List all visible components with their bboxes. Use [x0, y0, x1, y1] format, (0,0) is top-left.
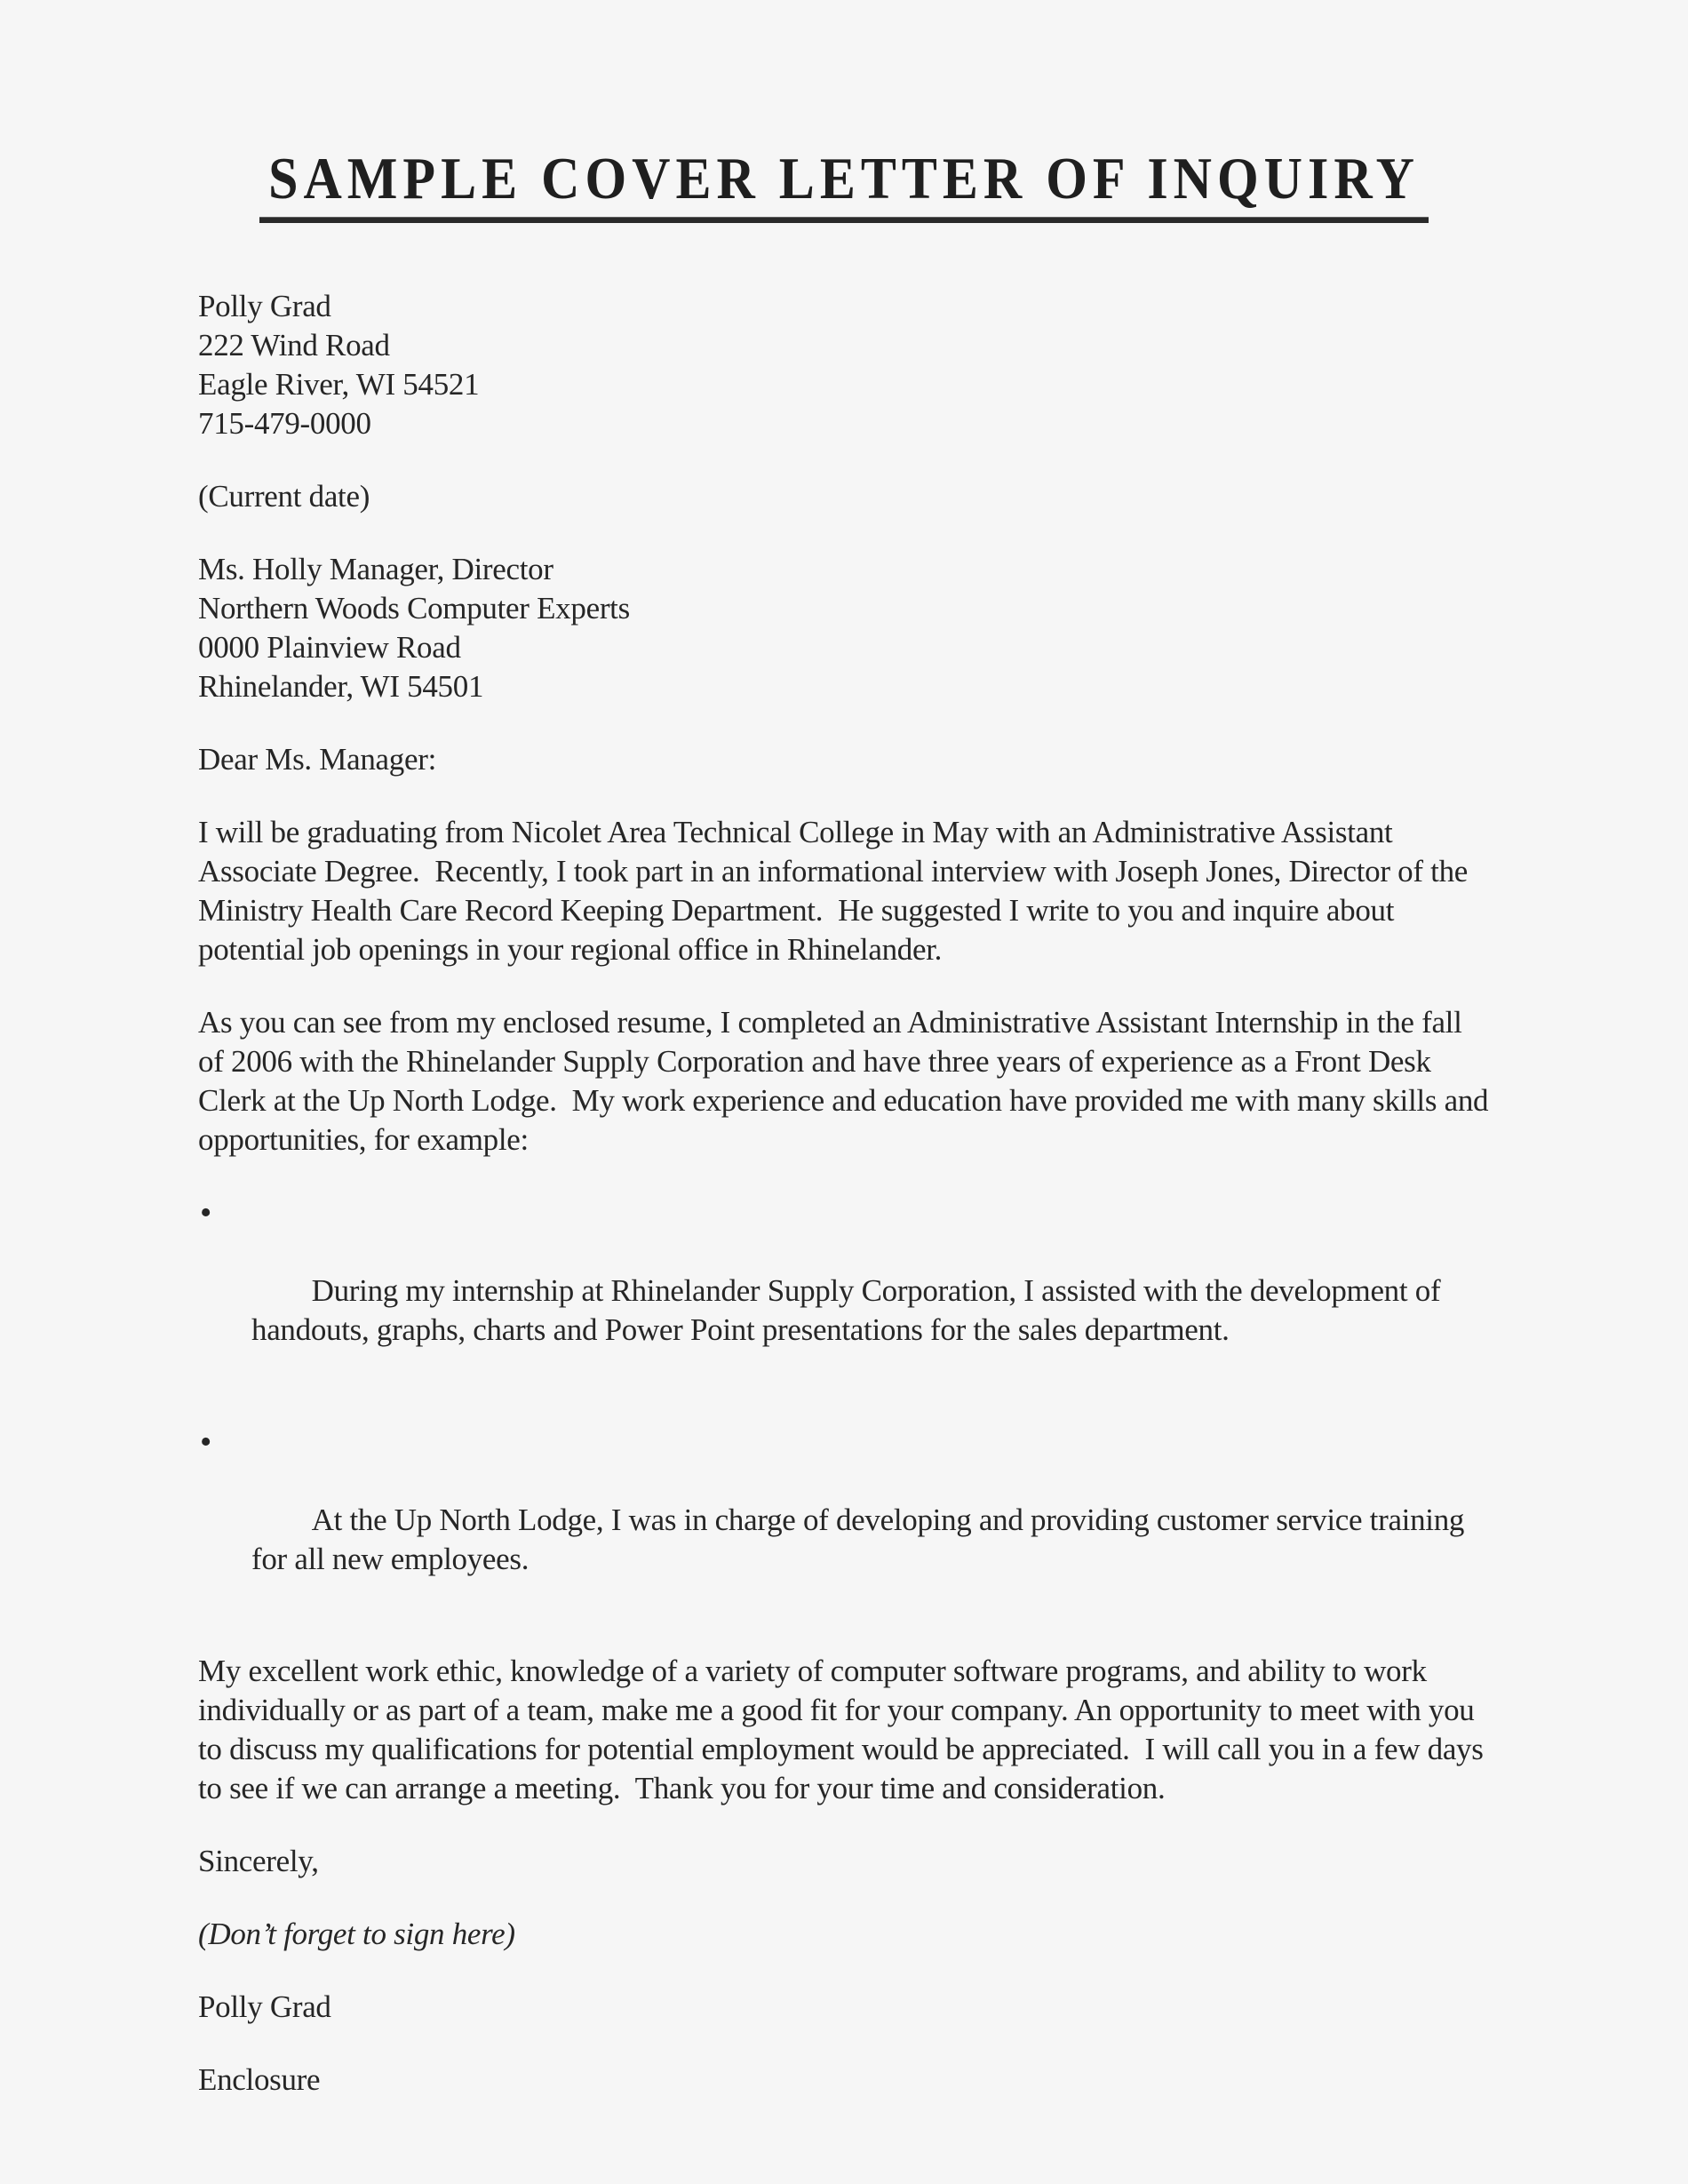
sender-street: 222 Wind Road — [198, 328, 390, 363]
paragraph-closing: My excellent work ethic, knowledge of a variety of computer software programs, and ability to work individually or as part of a team, make me a good fit for your company. An opportunity to meet with you to discuss my qualifications for potential employment would be appreciated. I will call you in a few days to see if we can arrange a meeting. Thank you for your time and consideration. — [198, 1654, 1492, 1805]
bullet-icon: • — [200, 1423, 212, 1461]
sender-city-state-zip: Eagle River, WI 54521 — [198, 367, 480, 402]
paragraph-experience: As you can see from my enclosed resume, I completed an Administrative Assistant Internship in the fall of 2006 with the Rhinelander Supply Corporation and have three years of experience as a Front Desk Clerk at the Up North Lodge. My work experience and education have provided me with many skills and opportunities, for example: — [198, 1005, 1496, 1157]
letter-body — [198, 287, 1496, 2100]
letter-title — [0, 0, 1688, 223]
bullet-item-internship — [198, 1193, 1491, 1389]
letter-title-text: SAMPLE COVER LETTER OF INQUIRY — [259, 148, 1429, 223]
sender-name: Polly Grad — [198, 289, 331, 323]
salutation: Dear Ms. Manager: — [198, 742, 436, 777]
recipient-name-title: Ms. Holly Manager, Director — [198, 552, 553, 586]
recipient-street: 0000 Plainview Road — [198, 630, 461, 665]
date-line: (Current date) — [198, 479, 370, 514]
recipient-city-state-zip: Rhinelander, WI 54501 — [198, 669, 484, 704]
signature-name: Polly Grad — [198, 1989, 331, 2024]
bullet-text: At the Up North Lodge, I was in charge of developing and providing customer service training for all new employees. — [251, 1502, 1472, 1576]
bullet-item-lodge — [198, 1423, 1491, 1618]
signature-note: (Don’t forget to sign here) — [198, 1917, 515, 1951]
signoff: Sincerely, — [198, 1844, 319, 1878]
recipient-company: Northern Woods Computer Experts — [198, 591, 630, 626]
bullet-text: During my internship at Rhinelander Supply Corporation, I assisted with the development of handouts, graphs, charts and Power Point presentations for the sales department. — [251, 1273, 1448, 1347]
bullet-list — [198, 1193, 1491, 1618]
paragraph-introduction: I will be graduating from Nicolet Area Technical College in May with an Administrative Assistant Associate Degree. Recently, I took part in an informational interview with Joseph Jones, Director of the Ministry Health Care Record Keeping Department. He suggested I write to you and inquire about potential job openings in your regional office in Rhinelander. — [198, 815, 1476, 967]
bullet-icon: • — [200, 1194, 212, 1231]
recipient-address — [198, 550, 1491, 706]
sender-phone: 715-479-0000 — [198, 406, 371, 441]
enclosure-note: Enclosure — [198, 2062, 321, 2097]
sender-address — [198, 287, 1491, 443]
